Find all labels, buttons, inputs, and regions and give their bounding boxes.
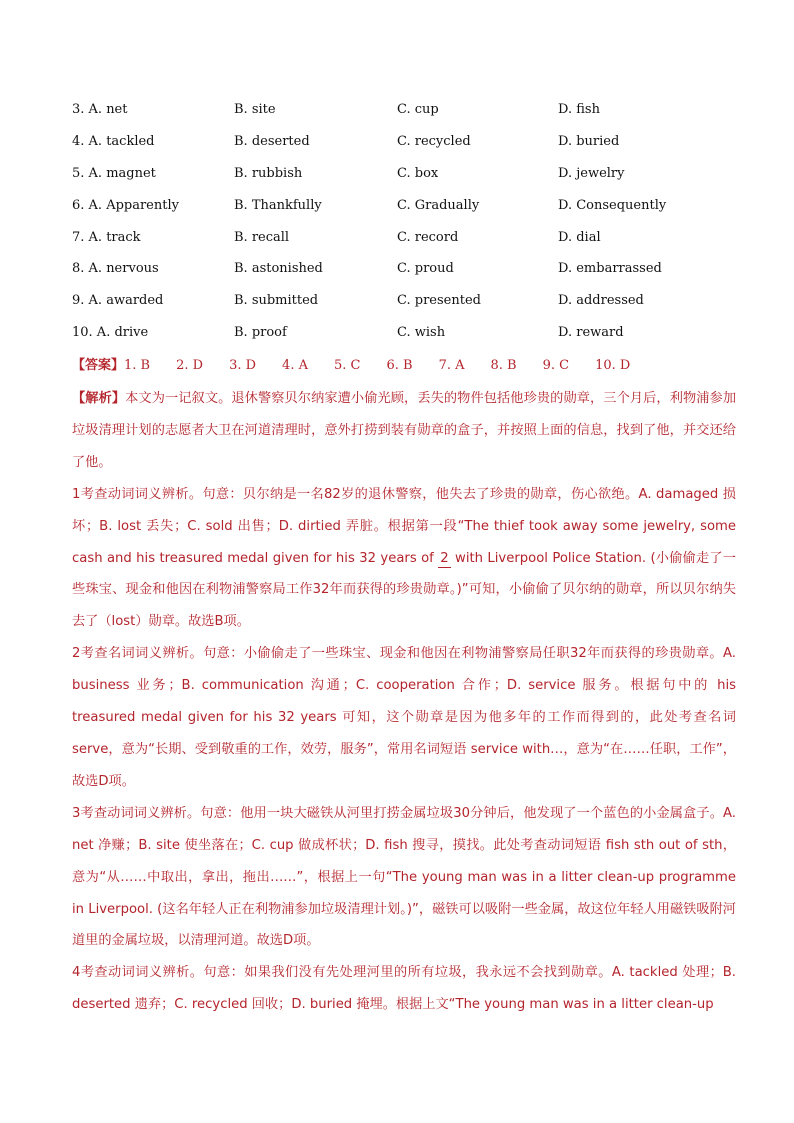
analysis-q2: 2考查名词词义辨析。句意：小偷偷走了一些珠宝、现金和他因在利物浦警察局任职32年而获得的珍贵勋章。A. business 业务；B. communication 沟通；C. cooperation 合作；D. service 服务。根据句中的 his treasured medal given for his 32 years 可知，这个勋章是因为他多年的工作而得到的，此处考查名词 serve，意为“长期、受到敬重的工作，效劳，服务”，常用名词短语 service with…，意为“在……任职，工作”，故选D项。 [72,646,736,789]
analysis-summary [72,383,736,479]
answer-item: 8. B [490,358,517,373]
option-d: D. embarrassed [558,261,662,277]
answer-item: 1. B [124,358,151,373]
option-d: D. buried [558,133,620,149]
answer-item: 9. C [542,358,570,373]
analysis-q4: 4考查动词词义辨析。句意：如果我们没有先处理河里的所有垃圾，我永远不会找到勋章。A. tackled 处理；B. deserted 遗弃；C. recycled 回收；D. buried 掩埋。根据上文“The young man was in a litter clean-up [72,965,736,1013]
option-row [72,164,732,196]
option-b: B. recall [234,229,290,245]
option-d: D. Consequently [558,197,667,213]
answer-item: 10. D [595,358,631,373]
option-list [72,100,732,355]
option-b: B. astonished [234,261,323,277]
option-c: C. cup [397,102,439,117]
option-c: C. box [397,165,439,181]
q1-text-after: with Liverpool Police Station. (小偷偷走了一些珠宝、现金和他因在利物浦警察局工作32年而获得的珍贵勋章。)”可知，小偷偷了贝尔纳的勋章，所以贝尔纳失去了（lost）勋章。故选B项。 [72,550,736,630]
option-b: B. site [234,102,276,117]
q1-text-before: 1考查动词词义辨析。句意：贝尔纳是一名82岁的退休警察，他失去了珍贵的勋章，伤心欲绝。A. damaged 损坏；B. lost 丢失；C. sold 出售；D. dirtied 弄脏。根据第一段“The thief took away some jewelry, some cash and his treasured medal given for his 32 years of [72,486,736,566]
analysis-q3: 3考查动词词义辨析。句意：他用一块大磁铁从河里打捞金属垃圾30分钟后，他发现了一个蓝色的小金属盒子。A. net 净赚；B. site 使坐落在；C. cup 做成杯状；D. fish 搜寻，摸找。此处考查动词短语 fish sth out of sth，意为“从……中取出，拿出，拖出……”，根据上一句“The young man was in a litter clean-up programme in Liverpool. (这名年轻人正在利物浦参加垃圾清理计划。)”，磁铁可以吸附一些金属，故这位年轻人用磁铁吸附河道里的金属垃圾，以清理河道。故选D项。 [72,805,736,949]
option-b: B. proof [234,325,287,341]
answer-tag: 【答案】 [72,358,125,373]
option-a: 7. A. track [72,229,141,245]
option-d: D. dial [558,229,601,245]
option-row [72,259,732,291]
option-a: 6. A. Apparently [72,197,179,213]
option-row [72,228,732,260]
option-b: B. rubbish [234,165,303,181]
option-b: B. deserted [234,133,310,149]
option-b: B. Thankfully [234,197,322,213]
option-a: 3. A. net [72,102,128,117]
option-c: C. record [397,229,459,245]
option-c: C. Gradually [397,197,480,213]
option-b: B. submitted [234,293,319,309]
option-row [72,132,732,164]
option-d: D. fish [558,102,600,117]
option-row [72,323,732,355]
option-row [72,291,732,323]
option-d: D. reward [558,325,624,341]
option-c: C. proud [397,261,454,277]
option-c: C. wish [397,325,446,341]
option-c: C. presented [397,293,481,309]
option-c: C. recycled [397,133,471,149]
option-a: 9. A. awarded [72,293,164,309]
analysis-q1 [72,479,736,639]
option-a: 4. A. tackled [72,133,155,149]
option-a: 5. A. magnet [72,165,156,181]
answer-item: 7. A [438,358,465,373]
answer-item: 2. D [176,358,204,373]
answer-item: 6. B [386,358,413,373]
option-row [72,100,732,132]
option-d: D. addressed [558,293,644,309]
option-row [72,196,732,228]
analysis-section [72,383,736,1021]
answer-item: 3. D [229,358,257,373]
answer-key [72,356,656,376]
q1-blank: 2 [440,550,449,566]
summary-text: 本文为一记叙文。退休警察贝尔纳家遭小偷光顾，丢失的物件包括他珍贵的勋章，三个月后，利物浦参加垃圾清理计划的志愿者大卫在河道清理时，意外打捞到装有勋章的盒子，并按照上面的信息，找到了他，并交还给了他。 [72,391,737,470]
option-a: 10. A. drive [72,325,149,341]
answer-item: 4. A [282,358,308,373]
answer-item: 5. C [333,358,361,373]
option-d: D. jewelry [558,165,625,181]
option-a: 8. A. nervous [72,261,159,277]
analysis-tag: 【解析】 [72,391,126,406]
